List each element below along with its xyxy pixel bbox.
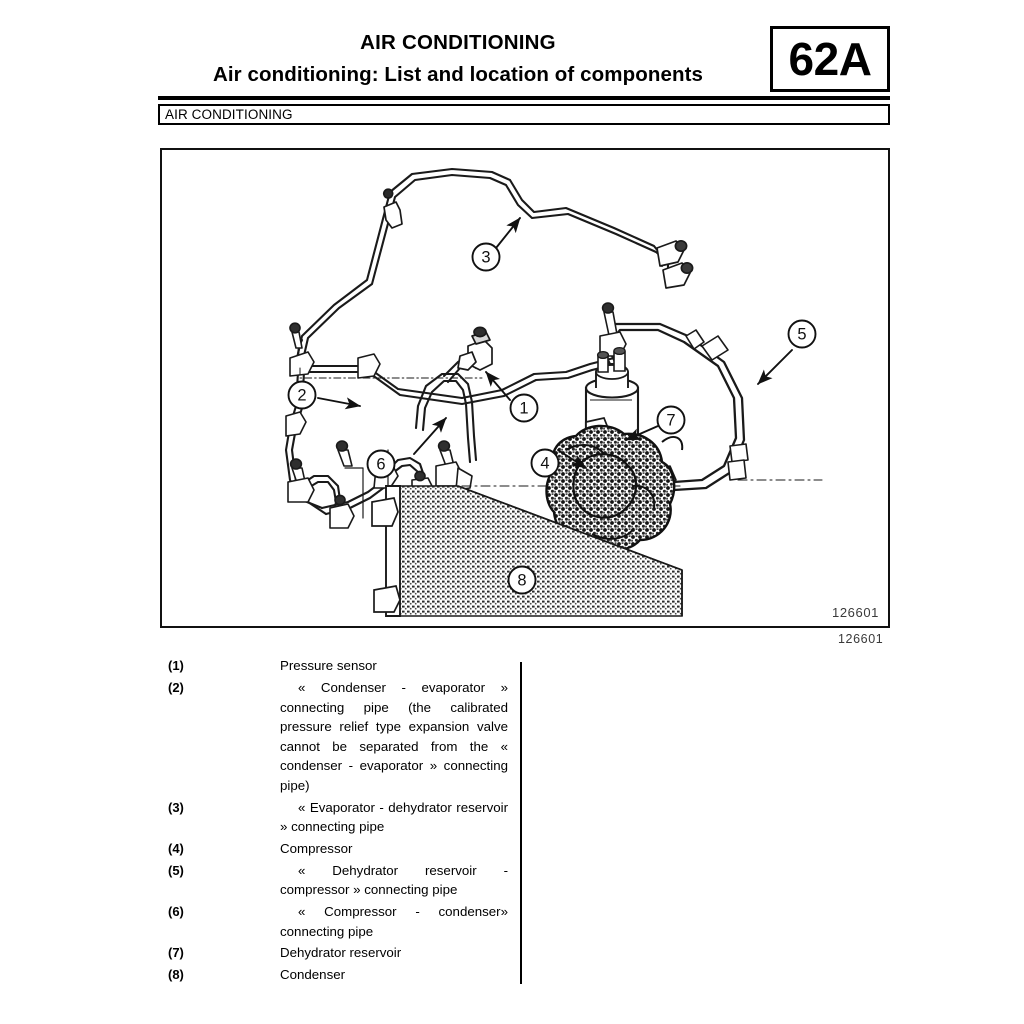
list-item-number: (8) — [168, 967, 184, 983]
list-item-number: (6) — [168, 903, 184, 919]
list-item-description: Pressure sensor — [280, 658, 377, 673]
callout-3 — [473, 244, 500, 271]
list-item — [160, 656, 508, 676]
list-item-number: (7) — [168, 945, 184, 961]
list-item-description: « Condenser - evaporator » connecting pipe (the calibrated pressure relief type expansion valve cannot be separated from the « condenser - evaporator » connecting pipe) — [280, 680, 508, 793]
list-column-divider — [520, 662, 522, 984]
list-item — [160, 678, 508, 796]
ac-circuit-diagram — [162, 150, 888, 626]
svg-text:7: 7 — [666, 411, 676, 430]
list-item — [160, 902, 508, 941]
list-item-description: « Evaporator - dehydrator reservoir » connecting pipe — [280, 799, 508, 835]
svg-text:6: 6 — [376, 455, 386, 474]
section-bar-label: AIR CONDITIONING — [165, 107, 293, 122]
list-item — [160, 839, 508, 859]
list-item-number: (4) — [168, 840, 184, 856]
svg-text:8: 8 — [517, 571, 527, 590]
chapter-code: 62A — [788, 33, 872, 85]
page-header — [158, 22, 890, 98]
list-item-description: « Compressor - condenser» connecting pipe — [280, 903, 508, 939]
header-rule — [158, 96, 890, 100]
figure-reference-below: 126601 — [838, 632, 884, 646]
callout-8 — [509, 567, 536, 594]
svg-text:4: 4 — [540, 454, 550, 473]
figure-frame — [160, 148, 890, 628]
list-item-number: (3) — [168, 799, 184, 815]
svg-text:3: 3 — [481, 248, 491, 267]
component-list-column-left — [160, 656, 508, 987]
list-item-description: Compressor — [280, 840, 353, 856]
list-item-description: « Dehydrator reservoir - compressor » connecting pipe — [280, 862, 508, 898]
page-subtitle: Air conditioning: List and location of components — [212, 63, 704, 86]
list-item — [160, 861, 508, 900]
callout-2 — [289, 382, 316, 409]
callout-5 — [789, 321, 816, 348]
svg-text:5: 5 — [797, 325, 807, 344]
list-item — [160, 943, 508, 963]
list-item-number: (2) — [168, 680, 184, 695]
list-item-number: (1) — [168, 658, 184, 673]
section-bar — [158, 104, 890, 125]
list-item — [160, 965, 508, 985]
callout-4 — [532, 450, 559, 477]
list-item — [160, 798, 508, 837]
callout-6 — [368, 451, 395, 478]
page-title: AIR CONDITIONING — [360, 31, 556, 54]
callout-7 — [658, 407, 685, 434]
callout-1 — [511, 395, 538, 422]
chapter-code-box — [770, 26, 890, 92]
component-list — [160, 656, 890, 986]
figure-reference-inside: 126601 — [832, 605, 879, 620]
list-item-number: (5) — [168, 862, 184, 878]
svg-text:1: 1 — [519, 399, 529, 418]
list-item-description: Dehydrator reservoir — [280, 945, 402, 961]
header-title-block — [158, 22, 758, 88]
svg-text:2: 2 — [297, 386, 307, 405]
list-item-description: Condenser — [280, 967, 346, 983]
